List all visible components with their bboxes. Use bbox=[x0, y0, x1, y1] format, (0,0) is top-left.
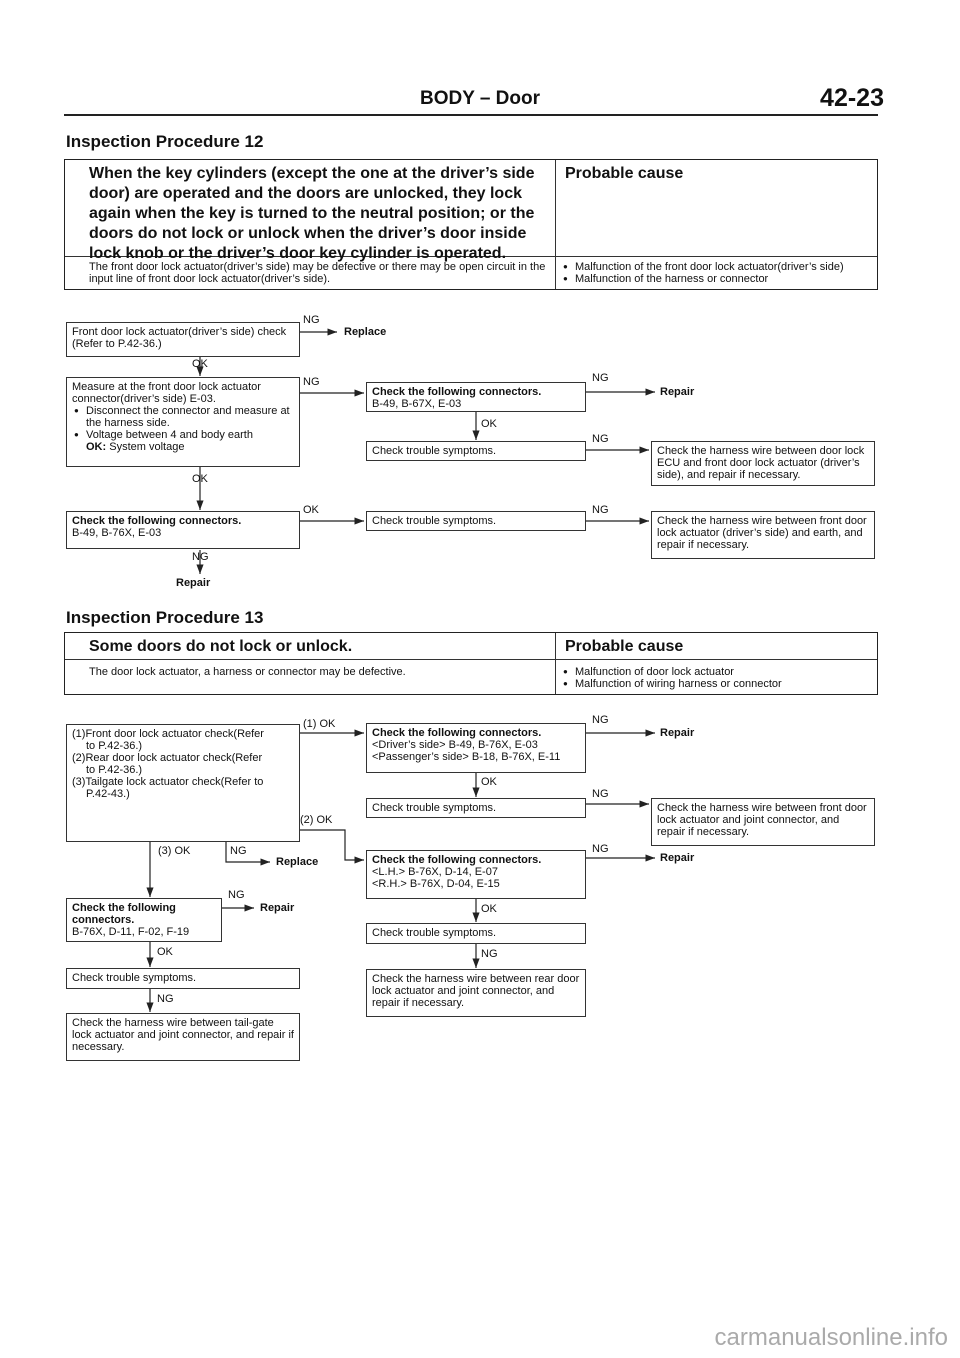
watermark: carmanualsonline.info bbox=[714, 1324, 948, 1351]
cause-item: ● Malfunction of wiring harness or connector bbox=[561, 678, 873, 690]
check-connectors-title: Check the following connectors. bbox=[72, 515, 242, 527]
actuator-check-line: (2)Rear door lock actuator check(Refer bbox=[72, 752, 263, 764]
actuator-check-box bbox=[66, 724, 300, 842]
connector-list: B-76X, D-11, F-02, F-19 bbox=[72, 926, 190, 938]
ok-2-label: (2) OK bbox=[300, 814, 333, 826]
connector-list: B-49, B-76X, E-03 bbox=[72, 527, 162, 539]
ok-1-label: (1) OK bbox=[303, 718, 336, 730]
ng-label: NG bbox=[592, 372, 609, 384]
check-trouble-symptoms-box: Check trouble symptoms. bbox=[366, 923, 586, 944]
ng-label: NG bbox=[592, 788, 609, 800]
harness-check-rear-box: Check the harness wire between rear door lock actuator and joint connector, and repair if necessary. bbox=[366, 969, 586, 1017]
check-connectors-title: Check the following connectors. bbox=[72, 902, 176, 926]
check-connectors-title: Check the following connectors. bbox=[372, 386, 542, 398]
actuator-check-line: to P.42-36.) bbox=[86, 740, 143, 752]
ok-label: OK bbox=[157, 946, 173, 958]
repair-label: Repair bbox=[660, 386, 695, 398]
ok-label: OK bbox=[192, 473, 208, 485]
ok-value: System voltage bbox=[109, 441, 185, 453]
actuator-check-line: (3)Tailgate lock actuator check(Refer to bbox=[72, 776, 264, 788]
check-trouble-symptoms-box: Check trouble symptoms. bbox=[366, 798, 586, 818]
actuator-check-line: P.42-43.) bbox=[86, 788, 130, 800]
repair-label: Repair bbox=[660, 852, 695, 864]
replace-label: Replace bbox=[276, 856, 319, 868]
ng-label: NG bbox=[592, 843, 609, 855]
probable-cause-heading: Probable cause bbox=[565, 165, 684, 182]
ng-label: NG bbox=[592, 714, 609, 726]
check-trouble-symptoms-box: Check trouble symptoms. bbox=[366, 441, 586, 461]
measure-instruction: Measure at the front door lock actuator connector(driver’s side) E-03. bbox=[72, 381, 261, 405]
ng-label: NG bbox=[592, 504, 609, 516]
ok-3-label: (3) OK bbox=[158, 845, 191, 857]
ng-label: NG bbox=[481, 948, 498, 960]
page-header-title: BODY – Door bbox=[419, 88, 540, 109]
harness-check-earth-box: Check the harness wire between front door lock actuator (driver’s side) and earth, and repair if necessary. bbox=[651, 511, 875, 559]
cause-item: ● Malfunction of the front door lock actuator(driver’s side) bbox=[561, 261, 873, 273]
connector-list: <L.H.> B-76X, D-14, E-07 bbox=[372, 866, 498, 878]
measure-step: ● Disconnect the connector and measure at the harness side. bbox=[72, 405, 294, 429]
front-door-actuator-check-box: Front door lock actuator(driver’s side) check (Refer to P.42-36.) bbox=[66, 322, 300, 357]
ng-label: NG bbox=[303, 376, 320, 388]
actuator-check-line: to P.42-36.) bbox=[86, 764, 143, 776]
ng-label: NG bbox=[303, 314, 320, 326]
ok-label: OK bbox=[481, 418, 497, 430]
connector-list: <Driver’s side> B-49, B-76X, E-03 bbox=[372, 739, 538, 751]
ok-label: OK bbox=[192, 358, 208, 370]
ok-key: OK: bbox=[86, 441, 107, 453]
symptom-description: The door lock actuator, a harness or connector may be defective. bbox=[89, 666, 406, 678]
ng-label: NG bbox=[192, 551, 209, 563]
actuator-check-line: (1)Front door lock actuator check(Refer bbox=[72, 728, 264, 740]
connector-list: B-49, B-67X, E-03 bbox=[372, 398, 462, 410]
ok-label: OK bbox=[481, 776, 497, 788]
symptom-text: Some doors do not lock or unlock. bbox=[89, 638, 353, 655]
cause-item: ● Malfunction of door lock actuator bbox=[561, 666, 873, 678]
probable-cause-heading: Probable cause bbox=[565, 638, 684, 655]
check-connectors-box bbox=[66, 898, 222, 942]
check-connectors-box bbox=[366, 850, 586, 899]
ng-label: NG bbox=[157, 993, 174, 1005]
connector-list: <Passenger’s side> B-18, B-76X, E-11 bbox=[372, 751, 561, 763]
page-number: 42-23 bbox=[820, 84, 884, 112]
ok-label: OK bbox=[481, 903, 497, 915]
check-connectors-title: Check the following connectors. bbox=[372, 854, 542, 866]
connector-list: <R.H.> B-76X, D-04, E-15 bbox=[372, 878, 500, 890]
procedure-12-title: Inspection Procedure 12 bbox=[66, 132, 264, 151]
harness-check-tailgate-box: Check the harness wire between tail-gate lock actuator and joint connector, and repair if necessary. bbox=[66, 1013, 300, 1061]
ng-label: NG bbox=[228, 889, 245, 901]
harness-check-front-box: Check the harness wire between front door lock actuator and joint connector, and repair if necessary. bbox=[651, 798, 875, 846]
ng-label: NG bbox=[230, 845, 247, 857]
replace-label: Replace bbox=[344, 326, 387, 338]
ok-label: OK bbox=[303, 504, 319, 516]
repair-label: Repair bbox=[176, 577, 211, 589]
check-connectors-box bbox=[366, 723, 586, 773]
repair-label: Repair bbox=[260, 902, 295, 914]
ng-label: NG bbox=[592, 433, 609, 445]
measure-step: ● Voltage between 4 and body earth bbox=[72, 429, 294, 441]
check-trouble-symptoms-box: Check trouble symptoms. bbox=[66, 968, 300, 989]
cause-item: ● Malfunction of the harness or connector bbox=[561, 273, 873, 285]
repair-label: Repair bbox=[660, 727, 695, 739]
check-trouble-symptoms-box: Check trouble symptoms. bbox=[366, 511, 586, 531]
harness-check-ecu-box: Check the harness wire between door lock ECU and front door lock actuator (driver’s side), and repair if necessary. bbox=[651, 441, 875, 486]
check-connectors-title: Check the following connectors. bbox=[372, 727, 542, 739]
procedure-13-title: Inspection Procedure 13 bbox=[66, 608, 264, 627]
symptom-text: When the key cylinders (except the one at the driver’s side door) are operated and the doors are unlocked, they lock again when the key is turned to the neutral position; or the doors do not lock or unlock when the driver’s door inside lock knob or the driver’s door key cylinder is operated. bbox=[89, 165, 535, 262]
symptom-description: The front door lock actuator(driver’s side) may be defective or there may be open circuit in the input line of front door lock actuator(driver’s side). bbox=[89, 261, 546, 285]
